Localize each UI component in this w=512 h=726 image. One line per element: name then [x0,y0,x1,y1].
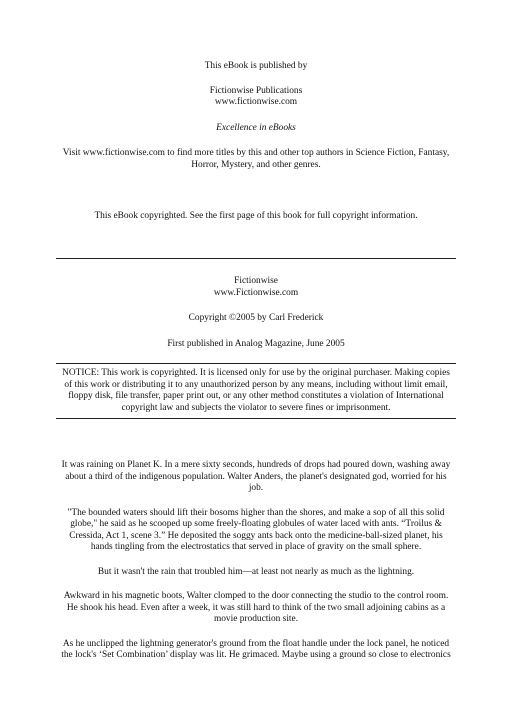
story-body [56,460,456,662]
story-paragraph-3: But it wasn't the rain that troubled him—at least not nearly as much as the lightning. [97,566,415,577]
notice-line-3: floppy disk, file transfer, paper print out, or any other method constitutes a violation of International [68,391,444,401]
published-by: This eBook is published by [204,61,308,71]
publisher-block [56,61,456,171]
notice-line-4: copyright law and subjects the violator to severe fines or imprisonment. [121,402,391,413]
first-published: First published in Analog Magazine, June 2005 [167,338,345,349]
publisher-name: Fictionwise Publications [209,85,303,96]
visit-line-2: Horror, Mystery, and other genres. [191,159,321,170]
divider-notice-bottom [56,418,456,419]
story-paragraph-5: As he unclipped the lightning generator's ground from the float handle under the lock panel, he noticed the lock's ‘Set Combination’ display was lit. He grimaced. Maybe using a ground so close to electronics [61,638,451,660]
story-paragraph-2: "The bounded waters should lift their bosoms higher than the shores, and make a sop of all this solid globe," he said as he scooped up some freely-floating globules of water laced with ants. “Troilus & Cressida, Act 1, scene 3.” He deposited the soggy ants back onto the medicine-ball-sized planet, his hands tingling from the electrostatics that served in place of gravity on the small sphere. [67,507,445,552]
notice-line-2: of this work or distributing it to any unauthorized person by any means, including without limit email, [64,379,448,390]
divider-notice-top [56,363,456,364]
copyright-line: Copyright ©2005 by Carl Frederick [188,313,324,323]
publisher-tagline: Excellence in eBooks [216,122,296,133]
copyright-note: This eBook copyrighted. See the first page of this book for full copyright information. [94,211,418,221]
publisher-url: www.fictionwise.com [214,97,298,107]
divider-top [56,258,456,259]
copyright-block [56,276,456,350]
story-paragraph-1: It was raining on Planet K. In a mere sixty seconds, hundreds of drops had poured down, washing away about a third of the indigenous population. Walter Anders, the planet's designated god, worried for his job. [61,460,451,493]
notice-line-1: NOTICE: This work is copyrighted. It is licensed only for use by the original purchaser. Making copies [62,368,450,378]
copyright-url: www.Fictionwise.com [213,287,299,298]
story-paragraph-4: Awkward in his magnetic boots, Walter clomped to the door connecting the studio to the control room. He shook his head. Even after a week, it was still hard to think of the two small adjoining cabins as a movie production site. [63,591,449,624]
copyright-name: Fictionwise [234,276,278,286]
copyright-note-block [56,211,456,223]
notice-block [56,368,456,414]
visit-line-1: Visit www.fictionwise.com to find more titles by this and other top authors in Science Fiction, Fantasy, [62,148,450,158]
